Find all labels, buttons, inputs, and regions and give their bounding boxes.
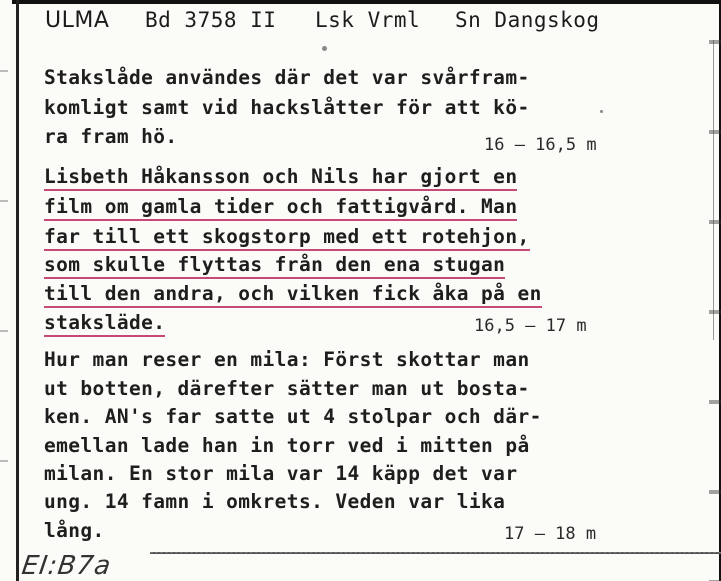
p1-timestamp: 16 – 16,5 m bbox=[484, 135, 597, 155]
p3-line-7: lång. bbox=[44, 519, 105, 542]
p3-line-4: emellan lade han in torr ved i mitten på bbox=[44, 434, 530, 457]
p3-line-3: ken. AN's far satte ut 4 stolpar och där- bbox=[44, 405, 542, 428]
county: Lsk Vrml bbox=[315, 8, 421, 32]
p3-line-2: ut botten, därefter sätter man ut bosta- bbox=[44, 377, 530, 400]
card-left-dashes bbox=[0, 0, 8, 581]
p2-line-6: staksläde. bbox=[44, 311, 165, 337]
card-top-edge bbox=[12, 0, 721, 4]
p3-line-5: milan. En stor mila var 14 käpp det var bbox=[44, 462, 518, 485]
card-left-edge bbox=[16, 0, 19, 581]
accession-number: Bd 3758 II bbox=[145, 8, 277, 32]
archive-mark: EI:B7a bbox=[19, 551, 114, 581]
card-right-dashes bbox=[709, 0, 721, 581]
card-header bbox=[45, 8, 701, 38]
p3-timestamp: 17 – 18 m bbox=[504, 524, 597, 544]
p1-line-2: komligt samt vid hackslåtter för att kö- bbox=[44, 96, 530, 119]
p2-line-1: Lisbeth Håkansson och Nils har gjort en bbox=[44, 165, 517, 191]
archive-code: ULMA bbox=[45, 8, 110, 33]
p3-line-6: ung. 14 famn i omkrets. Veden var lika bbox=[44, 490, 506, 513]
parish: Sn Dangskog bbox=[455, 8, 600, 32]
p2-line-3: far till ett skogstorp med ett rotehjon, bbox=[44, 225, 530, 251]
p3-line-1: Hur man reser en mila: Först skottar man bbox=[44, 348, 530, 371]
p1-line-3: ra fram hö. bbox=[44, 125, 178, 148]
p2-timestamp: 16,5 – 17 m bbox=[474, 316, 587, 336]
ink-speck bbox=[322, 46, 327, 51]
ink-speck bbox=[600, 110, 603, 113]
p2-line-5: till den andra, och vilken fick åka på en bbox=[44, 282, 542, 308]
p2-line-2: film om gamla tider och fattigvård. Man bbox=[44, 195, 517, 221]
card-bottom-rule bbox=[150, 552, 721, 554]
p2-line-4: som skulle flyttas från den ena stugan bbox=[44, 253, 505, 279]
p1-line-1: Stakslåde användes där det var svårfram- bbox=[44, 66, 530, 89]
